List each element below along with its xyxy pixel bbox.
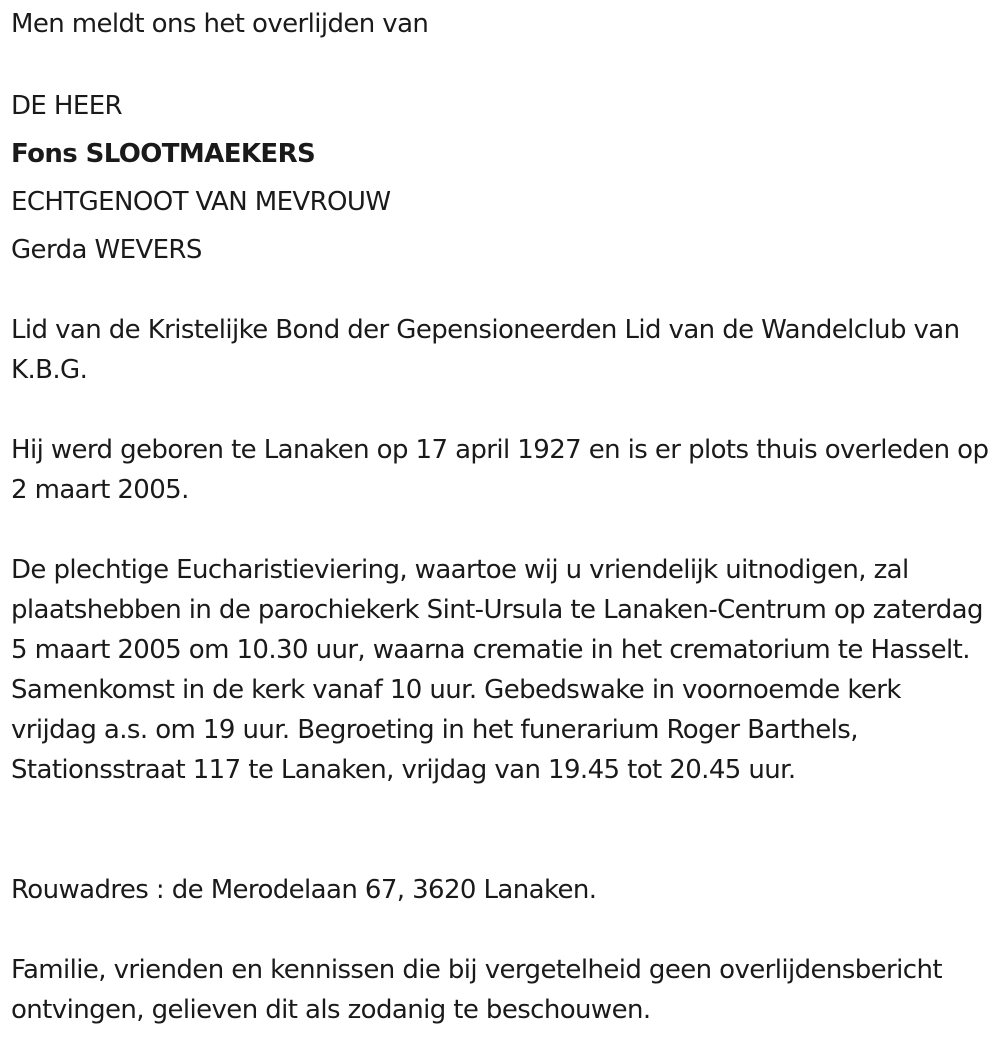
birth-death-paragraph: Hij werd geboren te Lanaken op 17 april 1927 en is er plots thuis overleden op 2 maart 2005. [11, 435, 989, 505]
spouse-label: ECHTGENOOT VAN MEVROUW [11, 187, 391, 217]
deceased-name: Fons SLOOTMAEKERS [11, 139, 316, 169]
spouse-name: Gerda WEVERS [11, 235, 202, 265]
mourning-address: Rouwadres : de Merodelaan 67, 3620 Lanaken. [11, 875, 597, 905]
memberships-paragraph: Lid van de Kristelijke Bond der Gepensioneerden Lid van de Wandelclub van K.B.G. [11, 315, 960, 385]
title-text: DE HEER [11, 91, 122, 121]
ceremony-paragraph: De plechtige Eucharistieviering, waartoe wij u vriendelijk uitnodigen, zal plaatshebben in de parochiekerk Sint-Ursula te Lanaken-Centrum op zaterdag 5 maart 2005 om 10.30 uur, waarna crematie in het crematorium te Hasselt. Samenkomst in de kerk vanaf 10 uur. Gebedswake in voornoemde kerk vrijdag a.s. om 19 uur. Begroeting in het funerarium Roger Barthels, Stationsstraat 117 te Lanaken, vrijdag van 19.45 tot 20.45 uur. [11, 555, 983, 785]
closing-note: Familie, vrienden en kennissen die bij vergetelheid geen overlijdensbericht ontvingen, gelieven dit als zodanig te beschouwen. [11, 955, 942, 1025]
intro-text: Men meldt ons het overlijden van [11, 9, 429, 39]
deceased-heading [11, 89, 390, 281]
